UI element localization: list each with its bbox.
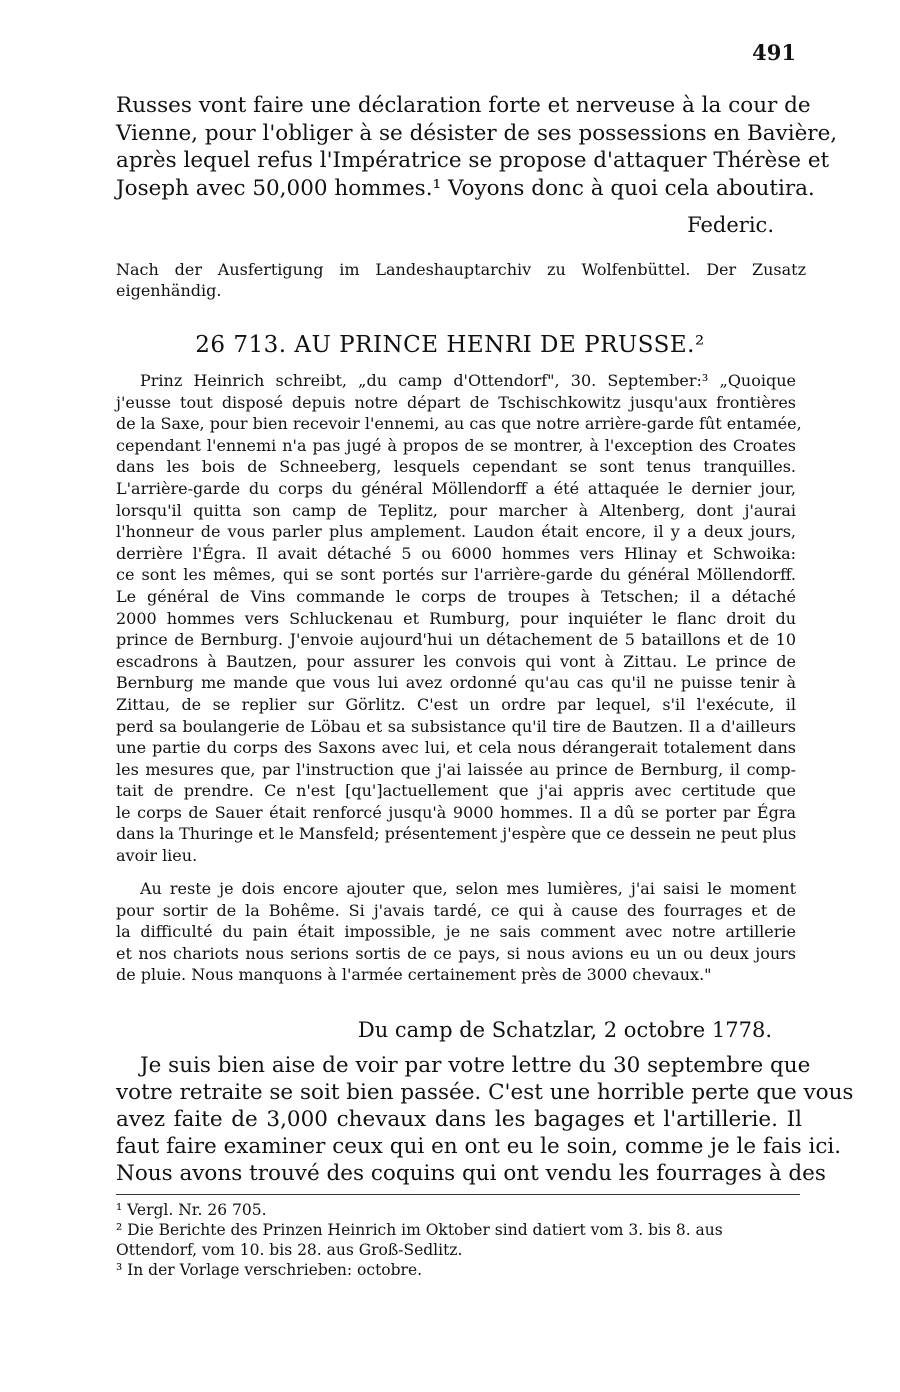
text-line: le corps de Sauer était renforcé jusqu'à 9000 hommes. Il a dû se porter par Égra — [116, 802, 796, 822]
page-number: 491 — [752, 40, 796, 65]
text-line: cependant l'ennemi n'a pas jugé à propos de se montrer, à l'exception des Croates — [116, 435, 796, 455]
text-line: l'honneur de vous parler plus amplement. Laudon était encore, il y a deux jours, — [116, 522, 796, 542]
letter-heading: 26 713. AU PRINCE HENRI DE PRUSSE.² — [195, 332, 705, 358]
text-line: prince de Bernburg. J'envoie aujourd'hui un détachement de 5 bataillons et de 10 — [116, 630, 796, 650]
text-line: avoir lieu. — [116, 846, 198, 866]
text-line: après lequel refus l'Impératrice se propose d'attaquer Thérèse et — [116, 148, 830, 173]
place-and-date: Du camp de Schatzlar, 2 octobre 1778. — [357, 1018, 772, 1042]
signature: Federic. — [687, 213, 774, 237]
text-line: lorsqu'il quitta son camp de Teplitz, pour marcher à Altenberg, dont j'aurai — [116, 500, 796, 520]
text-line: Le général de Vins commande le corps de troupes à Tetschen; il a détaché — [116, 586, 796, 606]
source-note: Nach der Ausfertigung im Landeshauptarchiv zu Wolfenbüttel. Der Zusatz eigenhändig. — [116, 260, 806, 300]
text-line: Au reste je dois encore ajouter que, selon mes lumières, j'ai saisi le moment — [140, 879, 796, 898]
text-line: Je suis bien aise de voir par votre lettre du 30 septembre que — [140, 1053, 811, 1078]
text-line: la difficulté du pain était impossible, je ne sais comment avec notre artillerie — [116, 922, 796, 942]
footnote: ² Die Berichte des Prinzen Heinrich im Oktober sind datiert vom 3. bis 8. aus — [116, 1221, 723, 1239]
footnote-divider — [116, 1194, 800, 1195]
text-line: les mesures que, par l'instruction que j'ai laissée au prince de Bernburg, il comp- — [116, 759, 796, 779]
text-line: votre retraite se soit bien passée. C'est une horrible perte que vous — [116, 1080, 854, 1105]
footnotes — [116, 1200, 806, 1280]
text-line: de la Saxe, pour bien recevoir l'ennemi, au cas que notre arrière-garde fût entamée, — [116, 414, 802, 434]
text-line: Joseph avec 50,000 hommes.¹ Voyons donc à quoi cela aboutira. — [116, 175, 815, 201]
footnote: ¹ Vergl. Nr. 26 705. — [116, 1201, 267, 1219]
text-line: pour sortir de la Bohême. Si j'avais tardé, ce qui à cause des fourrages et de — [116, 900, 796, 920]
text-line: et nos chariots nous serions sortis de ce pays, si nous avions eu un ou deux jours — [116, 943, 796, 963]
text-line: 2000 hommes vers Schluckenau et Rumburg, pour inquiéter le flanc droit du — [116, 608, 796, 628]
text-line: Zittau, de se replier sur Görlitz. C'est un ordre par lequel, s'il l'exécute, il — [116, 694, 796, 714]
text-line: faut faire examiner ceux qui en ont eu le soin, comme je le fais ici. — [116, 1134, 842, 1159]
text-line: escadrons à Bautzen, pour assurer les convois qui vont à Zittau. Le prince de — [116, 651, 796, 671]
footnote: ³ In der Vorlage verschrieben: octobre. — [116, 1261, 423, 1279]
text-line: ce sont les mêmes, qui se sont portés sur l'arrière-garde du général Möllendorff. — [116, 565, 796, 585]
text-line: dans la Thuringe et le Mansfeld; présentement j'espère que ce dessein ne peut plus — [116, 824, 797, 844]
text-line: tait de prendre. Ce n'est [qu']actuellement que j'ai appris avec certitude que — [116, 781, 796, 801]
text-line: derrière l'Égra. Il avait détaché 5 ou 6000 hommes vers Hlinay et Schwoika: — [116, 543, 796, 563]
footnote: Ottendorf, vom 10. bis 28. aus Groß-Sedlitz. — [116, 1241, 463, 1259]
text-line: Prinz Heinrich schreibt, „du camp d'Ottendorf", 30. September:³ „Quoique — [140, 371, 796, 390]
text-line: une partie du corps des Saxons avec lui, et cela nous dérangerait totalement dans — [116, 738, 796, 758]
text-line: avez faite de 3,000 chevaux dans les bagages et l'artillerie. Il — [116, 1107, 802, 1132]
text-line: dans les bois de Schneeberg, lesquels cependant se sont tenus tranquilles. — [116, 457, 796, 477]
text-line: j'eusse tout disposé depuis notre départ de Tschischkowitz jusqu'aux frontières — [116, 392, 796, 412]
text-line: de pluie. Nous manquons à l'armée certainement près de 3000 chevaux." — [116, 965, 712, 985]
text-line: Russes vont faire une déclaration forte et nerveuse à la cour de — [116, 93, 811, 118]
reply-paragraph — [116, 1052, 854, 1187]
text-line: L'arrière-garde du corps du général Möllendorff a été attaquée le dernier jour, — [116, 478, 796, 498]
text-line: perd sa boulangerie de Löbau et sa subsistance qu'il tire de Bautzen. Il a d'ailleurs — [116, 716, 796, 736]
letter-summary-continued — [116, 878, 796, 986]
text-line: Vienne, pour l'obliger à se désister de ses possessions en Bavière, — [116, 120, 838, 146]
text-line: Bernburg me mande que vous lui avez ordonné qu'au cas qu'il ne puisse tenir à — [116, 673, 796, 693]
letter-summary — [116, 370, 802, 867]
text-line: Nous avons trouvé des coquins qui ont vendu les fourrages à des — [116, 1161, 826, 1186]
top-paragraph — [116, 92, 838, 202]
